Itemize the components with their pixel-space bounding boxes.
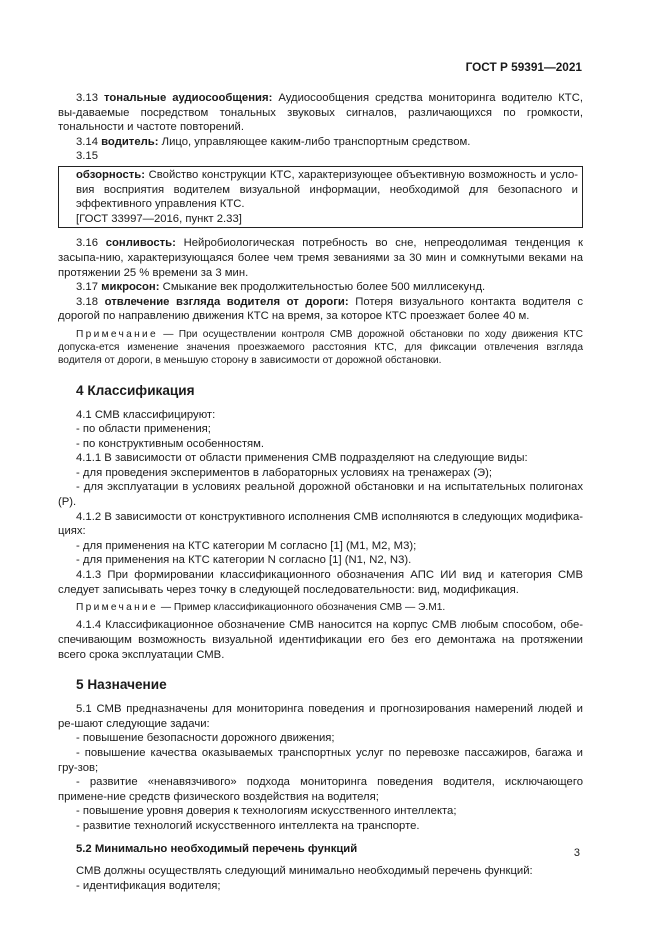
clause-4-1-1: 4.1.1 В зависимости от области применения СМВ подразделяют на следующие виды: xyxy=(76,452,528,465)
page-number: 3 xyxy=(573,847,580,859)
clause-4-1-2: 4.1.2 В зависимости от конструктивного исполнения СМВ исполняются в следующих модифика-циях: xyxy=(58,510,583,538)
clause-3-18: 3.18 отвлечение взгляда водителя от дороги: Потеря визуального контакта водителя с дорогой по направлению движения КТС на время, за которое КТС проезжает более 40 м. xyxy=(58,295,584,323)
list-item: - для проведения экспериментов в лабораторных условиях на тренажерах (Э); xyxy=(76,466,492,479)
clause-5-2: СМВ должны осуществлять следующий минимально необходимый перечень функций: xyxy=(76,865,533,878)
clause-4-1-4: 4.1.4 Классификационное обозначение СМВ наносится на корпус СМВ любым способом, обе-спечивающим возможность визуальной идентификации его без его демонтажа на протяжении всего срока эксплуатации СМВ. xyxy=(58,619,583,661)
list-item: - повышение уровня доверия к технологиям искусственного интеллекта; xyxy=(76,805,457,818)
list-item: - по конструктивным особенностям. xyxy=(76,437,265,450)
list-item: - развитие технологий искусственного интеллекта на транспорте. xyxy=(76,819,420,832)
list-item: - по области применения; xyxy=(76,423,211,436)
page-content xyxy=(58,91,583,893)
subsection-5-2-heading: 5.2 Минимально необходимый перечень функций xyxy=(76,842,358,855)
clause-3-16: 3.16 сонливость: Нейробиологическая потребность во сне, непреодолимая тенденция к засыпа-нию, характеризующаяся более чем тремя зеваниями за 30 мин и сомкнутыми веками на протяжении 25 % времени за 3 мин. xyxy=(58,237,584,279)
clause-4-1: 4.1 СМВ классифицируют: xyxy=(76,408,216,421)
standard-header: ГОСТ Р 59391—2021 xyxy=(465,60,582,74)
clause-3-13: 3.13 тональные аудиосообщения: Аудиосообщения средства мониторинга водителю КТС, вы-даваемые посредством тональных звуковых сигналов, различающихся по громкости, тональности и частоте повторений. xyxy=(58,92,583,134)
list-item: - для эксплуатации в условиях реальной дорожной обстановки и на испытательных полигонах (Р). xyxy=(58,481,583,509)
clause-4-1-3: 4.1.3 При формировании классификационного обозначения АПС ИИ вид и категория СМВ следует записывать через точку в следующей последовательности: вид, модификация. xyxy=(58,569,583,596)
definition-box xyxy=(58,166,583,228)
list-item: - повышение качества оказываемых транспортных услуг по перевозке пассажиров, багажа и гру-зов; xyxy=(58,747,583,774)
list-item: - развитие «ненавязчивого» подхода мониторинга поведения водителя, исключающего примене-ние средств физического воздействия на водителя; xyxy=(58,776,583,803)
note-3-18: Примечание — При осуществлении контроля СМВ дорожной обстановки по ходу движения КТС допуска-ется изменение значения проезжаемого расстояния КТС, для фиксации отвлечения взгляда водителя от дороги, в меньшую сторону в зависимости от дорожной обстановки. xyxy=(58,328,583,367)
list-item: - для применения на КТС категории M согласно [1] (M1, M2, M3); xyxy=(76,539,417,552)
clause-5-1: 5.1 СМВ предназначены для мониторинга поведения и прогнозирования намерений людей и ре-шают следующие задачи: xyxy=(58,703,583,730)
clause-3-17: 3.17 микросон: Смыкание век продолжительностью более 500 миллисекунд. xyxy=(76,281,486,294)
list-item: - для применения на КТС категории N согласно [1] (N1, N2, N3). xyxy=(76,554,412,567)
note-4-1-3: Примечание — Пример классификационного обозначения СМВ — Э.M1. xyxy=(76,602,446,614)
clause-3-14: 3.14 водитель: Лицо, управляющее каким-либо транспортным средством. xyxy=(76,135,471,148)
clause-3-15-number: 3.15 xyxy=(76,150,98,163)
list-item: - идентификация водителя; xyxy=(76,879,221,892)
section-5-heading: 5 Назначение xyxy=(76,677,167,693)
clause-3-15: обзорность: Свойство конструкции КТС, характеризующее объективную возможность и усло-вия восприятия водителем визуальной информации, необходимой для безопасного и эффективного управления КТС. xyxy=(76,168,578,211)
section-4-heading: 4 Классификация xyxy=(76,382,195,398)
list-item: - повышение безопасности дорожного движения; xyxy=(76,732,335,745)
clause-3-15-reference: [ГОСТ 33997—2016, пункт 2.33] xyxy=(76,212,242,225)
